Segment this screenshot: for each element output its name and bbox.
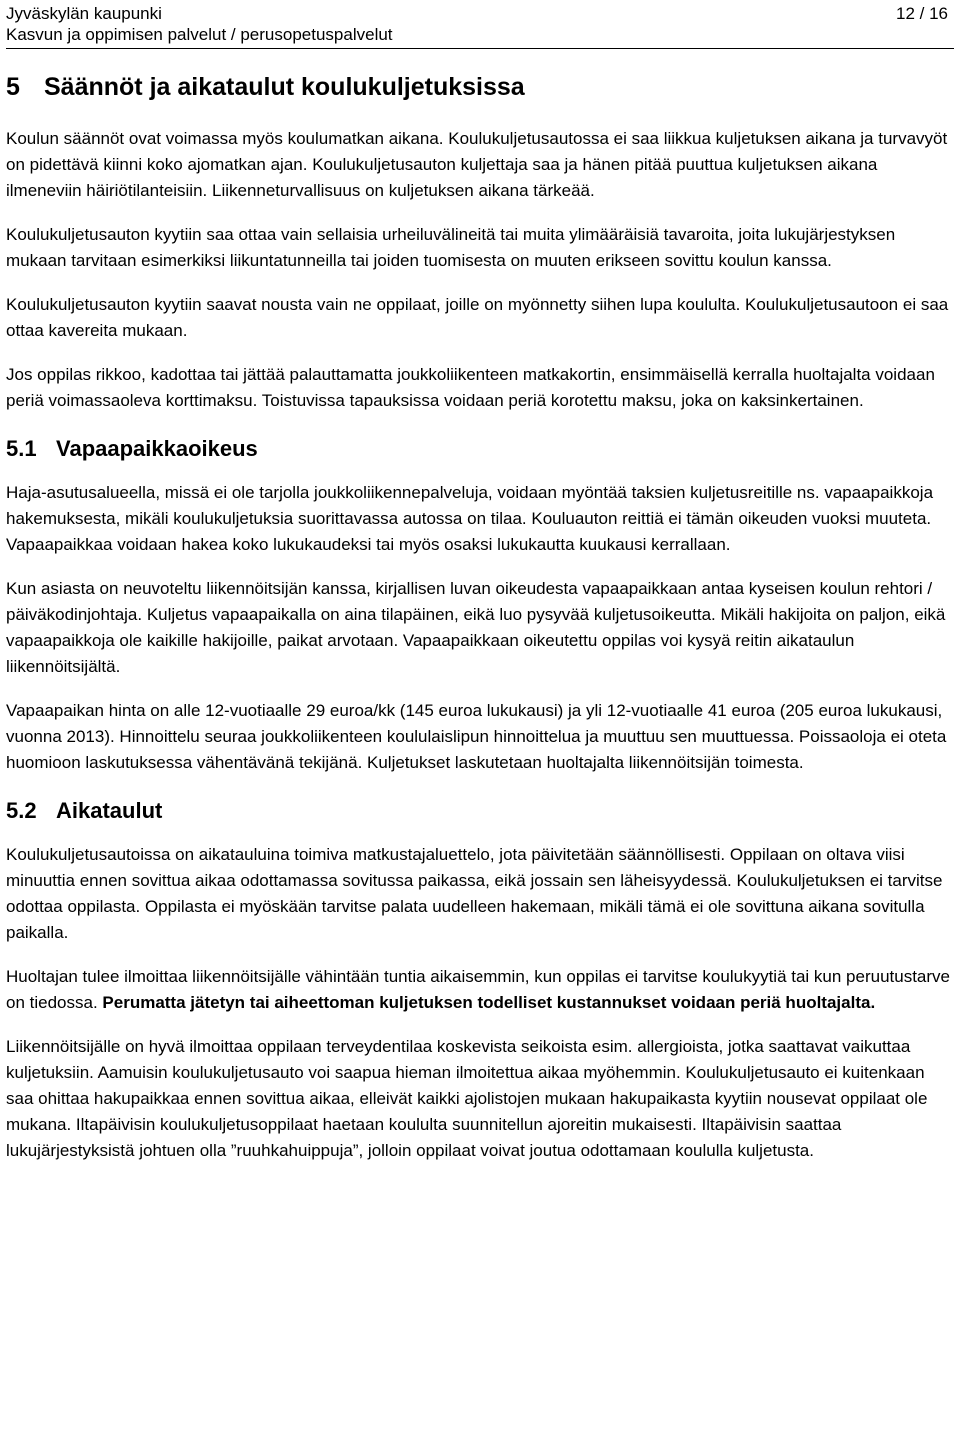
document-page xyxy=(6,0,954,1444)
section-5-heading xyxy=(6,70,954,104)
section-5-2-paragraph: Liikennöitsijälle on hyvä ilmoittaa oppilaan terveydentilaa koskevista seikoista esim. allergioista, jotka saattavat vaikuttaa kuljetuksiin. Aamuisin koulukuljetusauto voi saapua hieman ilmoitettua aikaa myöhemmin. Koulukuljetusauto ei kuitenkaan saa ohittaa hakupaikkaa ennen sovittua aikaa, elleivät kaikki ajolistojen mukaan hakupaikasta kyytiin nousevat oppilaat ole mukana. Iltapäivisin koulukuljetusoppilaat haetaan koululta suunnitellun ajoreitin mukaisesti. Iltapäivisin saattaa lukujärjestyksistä johtuen olla ”ruuhkahuippuja”, jolloin oppilaat voivat joutua odottamaan koululla kuljetusta. xyxy=(6,1037,928,1160)
section-5-1-title: Vapaapaikkaoikeus xyxy=(56,436,258,461)
header-organization: Jyväskylän kaupunki xyxy=(6,4,162,23)
section-5-1-number: 5.1 xyxy=(6,436,37,461)
section-5-2-heading xyxy=(6,796,954,826)
document-body xyxy=(6,62,954,1164)
section-5-1-heading xyxy=(6,434,954,464)
section-5-1-paragraph: Vapaapaikan hinta on alle 12-vuotiaalle 29 euroa/kk (145 euroa lukukausi) ja yli 12-vuotiaalle 41 euroa (205 euroa lukukausi, vuonna 2013). Hinnoittelu seuraa joukkoliikenteen koululaislipun hinnoittelua ja muuttuu sen muuttuessa. Poissaoloja ei oteta huomioon laskutuksessa vähentävänä tekijänä. Kuljetukset laskutetaan huoltajalta liikennöitsijän toimesta. xyxy=(6,701,947,772)
paragraph-bold-text: Perumatta jätetyn tai aiheettoman kuljetuksen todelliset kustannukset voidaan periä huoltajalta. xyxy=(102,993,876,1012)
section-5-number: 5 xyxy=(6,73,20,101)
section-5-paragraph: Koulukuljetusauton kyytiin saavat nousta vain ne oppilaat, joille on myönnetty siihen lupa koululta. Koulukuljetusautoon ei saa ottaa kavereita mukaan. xyxy=(6,295,949,340)
section-5-paragraph: Koulun säännöt ovat voimassa myös koulumatkan aikana. Koulukuljetusautossa ei saa liikkua kuljetuksen aikana ja turvavyöt on pidettävä kiinni koko ajomatkan ajan. Koulukuljetusauton kuljettaja saa ja hänen pitää puuttua kuljetuksen aikana ilmeneviin häiriötilanteisiin. Liikenneturvallisuus on kuljetuksen aikana tärkeää. xyxy=(6,129,948,200)
section-5-1-paragraph: Kun asiasta on neuvoteltu liikennöitsijän kanssa, kirjallisen luvan oikeudesta vapaapaikkaan antaa kyseisen koulun rehtori / päiväkodinjohtaja. Kuljetus vapaapaikalla on aina tilapäinen, eikä luo pysyvää kuljetusoikeutta. Mikäli hakijoita on paljon, eikä vapaapaikkoja ole kaikille hakijoille, paikat arvotaan. Vapaapaikkaan oikeutettu oppilas voi kysyä reitin aikataulun liikennöitsijältä. xyxy=(6,579,946,676)
section-5-title: Säännöt ja aikataulut koulukuljetuksissa xyxy=(44,73,525,101)
section-5-2-paragraph xyxy=(6,964,954,1016)
section-5-1-paragraph: Haja-asutusalueella, missä ei ole tarjolla joukkoliikennepalveluja, voidaan myöntää taksien kuljetusreitille ns. vapaapaikkoja hakemuksesta, mikäli koulukuljetuksia suorittavassa autossa on tilaa. Kouluauton reittiä ei tämän oikeuden vuoksi muuteta. Vapaapaikkaa voidaan hakea koko lukukaudeksi tai myös osaksi lukukautta kuukausi kerrallaan. xyxy=(6,483,934,554)
section-5-paragraph: Jos oppilas rikkoo, kadottaa tai jättää palauttamatta joukkoliikenteen matkakortin, ensimmäisellä kerralla huoltajalta voidaan periä voimassaoleva korttimaksu. Toistuvissa tapauksissa voidaan periä korotettu maksu, joka on kaksinkertainen. xyxy=(6,365,935,410)
section-5-paragraph: Koulukuljetusauton kyytiin saa ottaa vain sellaisia urheiluvälineitä tai muita ylimääräisiä tavaroita, joita lukujärjestyksen mukaan tarvitaan esimerkiksi liikuntatunneilla tai joiden tuomisesta on muuten erikseen sovittu koulun kanssa. xyxy=(6,225,896,270)
header-divider xyxy=(6,48,954,49)
header-department: Kasvun ja oppimisen palvelut / perusopetuspalvelut xyxy=(6,25,393,44)
section-5-2-paragraph: Koulukuljetusautoissa on aikatauluina toimiva matkustajaluettelo, jota päivitetään säännöllisesti. Oppilaan on oltava viisi minuuttia ennen sovittua aikaa odottamassa sovitussa paikassa, eikä jossain sen läheisyydessä. Koulukuljetuksen ei tarvitse odottaa oppilasta. Oppilasta ei myöskään tarvitse palata uudelleen hakemaan, mikäli tämä ei ole sovittuna aikana sovitulla paikalla. xyxy=(6,845,943,942)
page-indicator: 12 / 16 xyxy=(896,4,948,23)
section-5-2-number: 5.2 xyxy=(6,798,37,823)
paragraph-text: Huoltajan tulee ilmoittaa liikennöitsijälle vähintään tuntia aikaisemmin, kun oppilas ei tarvitse koulukyytiä tai kun peruutustarve on tiedossa. xyxy=(6,967,951,1012)
section-5-2-title: Aikataulut xyxy=(56,798,163,823)
